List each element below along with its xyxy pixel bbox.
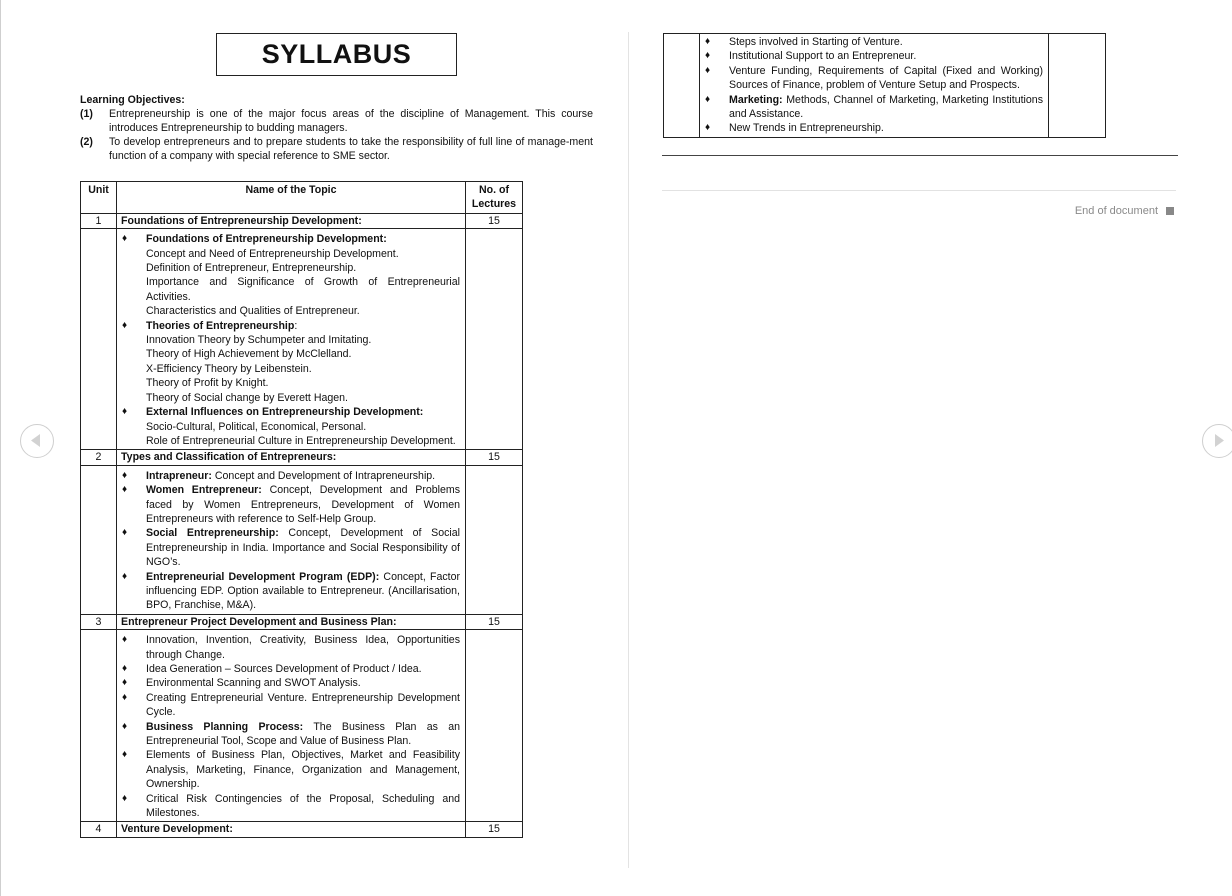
header-topic: Name of the Topic bbox=[117, 182, 466, 214]
subtopic: X-Efficiency Theory by Leibenstein. bbox=[146, 362, 312, 375]
objective-text: Entrepreneurship is one of the major focus areas of the discipline of Management. This course introduces Entrepreneurship to budding managers. bbox=[109, 108, 593, 134]
diamond-bullet-icon: ♦ bbox=[122, 749, 128, 761]
end-of-document-marker bbox=[1075, 205, 1174, 217]
table-header-row bbox=[81, 182, 523, 214]
topic-list bbox=[117, 229, 461, 449]
diamond-bullet-icon: ♦ bbox=[122, 792, 128, 804]
unit-row bbox=[81, 213, 523, 228]
topic-list bbox=[117, 630, 461, 821]
objectives-heading: Learning Objectives: bbox=[80, 94, 185, 106]
objective-number: (2) bbox=[80, 136, 93, 148]
unit-content-row bbox=[81, 229, 523, 450]
list-item bbox=[117, 662, 460, 676]
topic-text: Concept, Factor influencing EDP. Option available to Entrepreneur. (Ancillarisation, BPO, Franchise, M&A). bbox=[146, 570, 460, 612]
subtopic: Innovation Theory by Schumpeter and Imitating. bbox=[146, 334, 372, 347]
topic-text: Steps involved in Starting of Venture. bbox=[729, 36, 903, 48]
topic-text: Venture Funding, Requirements of Capital (Fixed and Working) Sources of Finance, problem of Venture Setup and Prospects. bbox=[729, 64, 1043, 92]
subtopic: Socio-Cultural, Political, Economical, Personal. bbox=[146, 420, 367, 433]
unit-content-row bbox=[664, 34, 1106, 138]
list-item bbox=[700, 49, 1043, 63]
diamond-bullet-icon: ♦ bbox=[705, 122, 711, 134]
list-item bbox=[117, 570, 460, 613]
square-icon bbox=[1166, 207, 1174, 215]
unit-title: Venture Development: bbox=[117, 822, 466, 837]
diamond-bullet-icon: ♦ bbox=[122, 484, 128, 496]
topic-heading: Intrapreneur: bbox=[146, 469, 212, 482]
topic-text: Environmental Scanning and SWOT Analysis. bbox=[146, 677, 361, 690]
topic-text: New Trends in Entrepreneurship. bbox=[729, 122, 884, 135]
diamond-bullet-icon: ♦ bbox=[122, 233, 128, 245]
header-unit: Unit bbox=[81, 182, 117, 214]
diamond-bullet-icon: ♦ bbox=[705, 36, 711, 47]
unit-lectures: 15 bbox=[466, 614, 523, 629]
list-item bbox=[117, 483, 460, 526]
objective-item bbox=[80, 135, 593, 163]
list-item bbox=[117, 633, 460, 662]
unit-row bbox=[81, 822, 523, 837]
objective-item bbox=[80, 107, 593, 135]
topic-heading: Women Entrepreneur: bbox=[146, 484, 262, 497]
list-item bbox=[117, 405, 460, 448]
diamond-bullet-icon: ♦ bbox=[122, 570, 128, 582]
topic-heading: Entrepreneurial Development Program (EDP): bbox=[146, 570, 380, 583]
list-item bbox=[117, 720, 460, 749]
list-item bbox=[117, 792, 460, 821]
unit-title: Entrepreneur Project Development and Business Plan: bbox=[117, 614, 466, 629]
subtopic: Importance and Significance of Growth of Entrepreneurial Activities. bbox=[146, 276, 460, 303]
topic-text: Elements of Business Plan, Objectives, Market and Feasibility Analysis, Marketing, Finance, Organization and Management, Ownership. bbox=[146, 749, 460, 791]
topic-list bbox=[700, 34, 1044, 137]
unit-lectures: 15 bbox=[466, 213, 523, 228]
topic-text: Innovation, Invention, Creativity, Business Idea, Opportunities through Change. bbox=[146, 634, 460, 661]
unit-number: 2 bbox=[81, 450, 117, 465]
topic-heading-suffix: : bbox=[294, 319, 298, 332]
diamond-bullet-icon: ♦ bbox=[122, 677, 128, 689]
diamond-bullet-icon: ♦ bbox=[122, 663, 128, 674]
unit-number: 4 bbox=[81, 822, 117, 837]
topic-heading: Theories of Entrepreneurship bbox=[146, 319, 295, 332]
diamond-bullet-icon: ♦ bbox=[122, 469, 128, 481]
topic-text: Concept, Development and Problems faced by Women Entrepreneurs, Development of Women Entrepreneurs with reference to Self-Help Group. bbox=[146, 484, 460, 525]
topic-list bbox=[117, 466, 461, 614]
syllabus-title: SYLLABUS bbox=[216, 33, 457, 76]
diamond-bullet-icon: ♦ bbox=[705, 50, 711, 62]
topic-text: Institutional Support to an Entrepreneur. bbox=[729, 50, 917, 63]
end-of-document-label: End of document bbox=[1074, 205, 1158, 217]
topic-text: Concept, Development of Social Entrepreneurship in India. Importance and Social Responsibility of NGO’s. bbox=[146, 527, 460, 569]
objective-number: (1) bbox=[80, 108, 93, 120]
subtopic: Role of Entrepreneurial Culture in Entrepreneurship Development. bbox=[146, 434, 456, 447]
header-lectures: No. of Lectures bbox=[466, 182, 523, 214]
subtopic: Definition of Entrepreneur, Entrepreneurship. bbox=[146, 262, 357, 275]
subtopic: Concept and Need of Entrepreneurship Development. bbox=[146, 247, 399, 260]
topic-text: Creating Entrepreneurial Venture. Entrepreneurship Development Cycle. bbox=[146, 691, 460, 719]
list-item bbox=[117, 691, 460, 720]
diamond-bullet-icon: ♦ bbox=[122, 634, 128, 646]
chevron-left-icon bbox=[21, 425, 52, 456]
list-item bbox=[700, 121, 1043, 135]
topic-text: Methods, Channel of Marketing, Marketing Institutions and Assistance. bbox=[729, 93, 1043, 121]
unit-title: Types and Classification of Entrepreneurs: bbox=[117, 450, 466, 465]
diamond-bullet-icon: ♦ bbox=[122, 319, 128, 331]
diamond-bullet-icon: ♦ bbox=[122, 720, 128, 732]
topic-text: The Business Plan as an Entrepreneurial Tool, Scope and Value of Business Plan. bbox=[146, 720, 460, 748]
objective-text: To develop entrepreneurs and to prepare students to take the responsibility of full line of manage-ment function of a company with special reference to SME sector. bbox=[109, 136, 593, 162]
diamond-bullet-icon: ♦ bbox=[122, 406, 128, 418]
subtopic: Theory of Social change by Everett Hagen. bbox=[146, 391, 348, 404]
topic-text: Critical Risk Contingencies of the Proposal, Scheduling and Milestones. bbox=[146, 792, 460, 820]
previous-page-button[interactable] bbox=[20, 424, 54, 458]
list-item bbox=[700, 35, 1043, 49]
unit-row bbox=[81, 614, 523, 629]
list-item bbox=[117, 676, 460, 690]
unit-title: Foundations of Entrepreneurship Development: bbox=[117, 213, 466, 228]
unit-row bbox=[81, 450, 523, 465]
list-item bbox=[700, 93, 1043, 122]
topic-text: Idea Generation – Sources Development of Product / Idea. bbox=[146, 663, 422, 675]
list-item bbox=[117, 748, 460, 791]
horizontal-rule bbox=[662, 155, 1178, 156]
unit-number: 1 bbox=[81, 213, 117, 228]
diamond-bullet-icon: ♦ bbox=[122, 527, 128, 539]
subtopic: Theory of High Achievement by McClelland. bbox=[146, 348, 352, 361]
topic-heading: External Influences on Entrepreneurship Development: bbox=[146, 406, 424, 419]
list-item bbox=[700, 64, 1043, 93]
list-item bbox=[117, 526, 460, 569]
unit-content-row bbox=[81, 465, 523, 614]
chevron-right-icon bbox=[1203, 425, 1232, 456]
syllabus-table bbox=[80, 181, 523, 838]
unit-content-row bbox=[81, 630, 523, 822]
list-item bbox=[117, 319, 460, 405]
learning-objectives bbox=[80, 93, 593, 163]
list-item bbox=[117, 469, 460, 483]
topic-heading: Foundations of Entrepreneurship Development: bbox=[146, 233, 387, 246]
unit-lectures: 15 bbox=[466, 822, 523, 837]
topic-heading: Marketing: bbox=[729, 93, 783, 106]
topic-text: Concept and Development of Intrapreneurship. bbox=[211, 469, 436, 482]
topic-heading: Social Entrepreneurship: bbox=[146, 527, 279, 540]
syllabus-table-continued bbox=[663, 33, 1106, 138]
topic-heading: Business Planning Process: bbox=[146, 720, 304, 733]
list-item bbox=[117, 232, 460, 318]
diamond-bullet-icon: ♦ bbox=[705, 93, 711, 105]
subtopic: Theory of Profit by Knight. bbox=[146, 377, 269, 390]
diamond-bullet-icon: ♦ bbox=[122, 691, 128, 703]
next-page-button[interactable] bbox=[1202, 424, 1232, 458]
subtopic: Characteristics and Qualities of Entrepreneur. bbox=[146, 305, 360, 318]
page-left bbox=[1, 0, 628, 896]
unit-lectures: 15 bbox=[466, 450, 523, 465]
diamond-bullet-icon: ♦ bbox=[705, 64, 711, 76]
end-separator bbox=[662, 190, 1176, 191]
unit-number: 3 bbox=[81, 614, 117, 629]
